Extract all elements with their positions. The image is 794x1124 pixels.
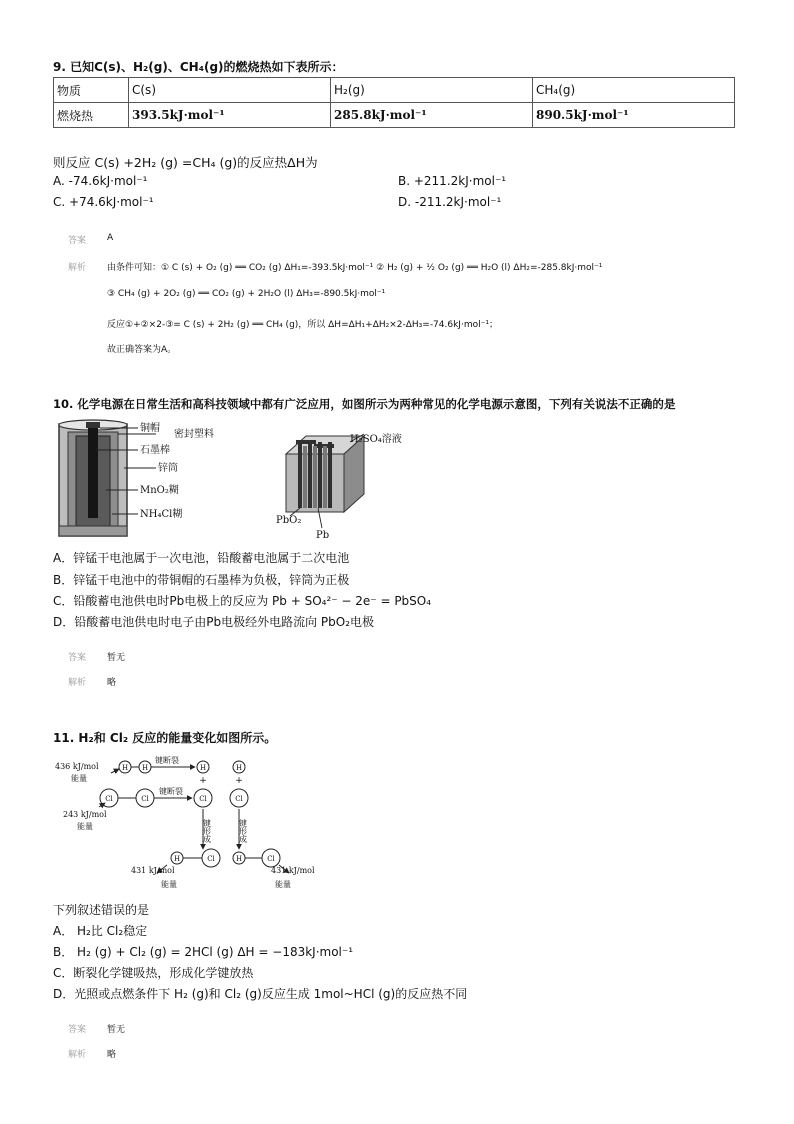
table-cell: 燃烧热: [54, 103, 129, 128]
label-pb: Pb: [316, 530, 330, 541]
energy-label: 能量: [275, 880, 291, 889]
label-sealing-plastic: 密封塑料: [174, 429, 214, 440]
q10-option-b[interactable]: B．锌锰干电池中的带铜帽的石墨棒为负极，锌筒为正极: [53, 573, 350, 587]
label-graphite-rod: 石墨棒: [140, 445, 170, 456]
plus-sign: +: [199, 776, 207, 786]
atom-cl: Cl: [235, 795, 243, 803]
table-cell: C(s): [129, 78, 331, 103]
q11-stem: 11. H₂和 Cl₂ 反应的能量变化如图所示。: [53, 731, 277, 745]
q9-question: 则反应 C(s) +2H₂ (g) =CH₄ (g)的反应热ΔH为: [53, 155, 318, 170]
q10-answer: 暂无: [107, 653, 126, 663]
table-cell: 393.5kJ·mol⁻¹: [129, 103, 331, 128]
q9-analysis-line-2: ③ CH₄ (g) + 2O₂ (g) ══ CO₂ (g) + 2H₂O (l) ΔH₃=-890.5kJ·mol⁻¹: [107, 289, 386, 299]
energy-label: 能量: [77, 822, 93, 831]
label-h2so4: H₂SO₄溶液: [350, 434, 402, 445]
q10-option-d[interactable]: D．铅酸蓄电池供电时电子由Pb电极经外电路流向 PbO₂电极: [53, 615, 375, 629]
bond-break-label: 键断裂: [155, 756, 179, 765]
q10-option-a[interactable]: A．锌锰干电池属于一次电池，铅酸蓄电池属于二次电池: [53, 551, 350, 565]
label-mno2-paste: MnO₂糊: [140, 485, 179, 496]
label-nh4cl-paste: NH₄Cl糊: [140, 509, 183, 520]
table-row: [54, 103, 735, 128]
q10-analysis: 略: [107, 678, 117, 688]
q10-stem: 10. 化学电源在日常生活和高科技领域中都有广泛应用，如图所示为两种常见的化学电源示意图，下列有关说法不正确的是: [53, 397, 676, 411]
q11-analysis-label: 解析: [68, 1050, 87, 1060]
q9-analysis-line-1: 由条件可知：① C (s) + O₂ (g) ══ CO₂ (g) ΔH₁=-393.5kJ·mol⁻¹ ② H₂ (g) + ½ O₂ (g) ══ H₂O (l) ΔH₂=-285.8kJ·mol⁻¹: [107, 263, 603, 273]
q9-analysis-label: 解析: [68, 263, 87, 273]
atom-h: H: [173, 855, 181, 863]
q10-option-c[interactable]: C．铅酸蓄电池供电时Pb电极上的反应为 Pb + SO₄²⁻ − 2e⁻ = PbSO₄: [53, 594, 432, 608]
q11-option-c[interactable]: C．断裂化学键吸热，形成化学键放热: [53, 966, 254, 980]
bond-form-label: 键形成: [202, 819, 212, 843]
h2-cl2-energy-diagram: [53, 755, 343, 895]
q11-answer-label: 答案: [68, 1025, 87, 1035]
q9-option-c[interactable]: C. +74.6kJ·mol⁻¹: [53, 195, 154, 209]
q9-option-d[interactable]: D. -211.2kJ·mol⁻¹: [398, 195, 502, 209]
q11-question: 下列叙述错误的是: [53, 903, 150, 917]
q11-option-d[interactable]: D．光照或点燃条件下 H₂ (g)和 Cl₂ (g)反应生成 1mol~HCl (g)的反应热不同: [53, 987, 468, 1001]
table-cell: 物质: [54, 78, 129, 103]
q11-option-b[interactable]: B． H₂ (g) + Cl₂ (g) = 2HCl (g) ΔH = −183kJ·mol⁻¹: [53, 945, 354, 959]
q11-answer: 暂无: [107, 1025, 126, 1035]
bond-form-label: 键形成: [238, 819, 248, 843]
atom-h: H: [235, 764, 243, 772]
label-zinc-can: 锌筒: [158, 463, 178, 474]
table-cell: 285.8kJ·mol⁻¹: [331, 103, 533, 128]
q10-analysis-label: 解析: [68, 678, 87, 688]
q9-analysis-line-4: 故正确答案为A。: [107, 345, 177, 355]
plus-sign: +: [235, 776, 243, 786]
atom-cl: Cl: [267, 855, 275, 863]
lead-acid-battery-figure: [272, 428, 422, 544]
atom-cl: Cl: [105, 795, 113, 803]
atom-cl: Cl: [207, 855, 215, 863]
q11-analysis: 略: [107, 1050, 117, 1060]
label-copper-cap: 铜帽: [140, 423, 160, 434]
q9-answer: A: [107, 233, 114, 243]
q11-option-a[interactable]: A． H₂比 Cl₂稳定: [53, 924, 148, 938]
atom-h: H: [141, 764, 149, 772]
energy-hcl-1: 431 kJ/mol: [131, 866, 175, 875]
atom-h: H: [235, 855, 243, 863]
dry-cell-figure: [56, 418, 246, 542]
heat-of-combustion-table: [53, 77, 735, 128]
q9-stem: 9. 已知C(s)、H₂(g)、CH₄(g)的燃烧热如下表所示：: [53, 60, 344, 74]
table-row: [54, 78, 735, 103]
table-cell: 890.5kJ·mol⁻¹: [533, 103, 735, 128]
atom-h: H: [199, 764, 207, 772]
energy-label: 能量: [161, 880, 177, 889]
atom-cl: Cl: [141, 795, 149, 803]
energy-hh: 436 kJ/mol: [55, 762, 99, 771]
q9-option-b[interactable]: B. +211.2kJ·mol⁻¹: [398, 174, 507, 188]
bond-break-label: 键断裂: [159, 787, 183, 796]
q9-answer-label: 答案: [68, 236, 87, 246]
energy-clcl: 243 kJ/mol: [63, 810, 107, 819]
atom-h: H: [121, 764, 129, 772]
table-cell: CH₄(g): [533, 78, 735, 103]
label-pbo2: PbO₂: [276, 515, 302, 526]
energy-hcl-2: 431 kJ/mol: [271, 866, 315, 875]
energy-label: 能量: [71, 774, 87, 783]
q9-analysis-line-3: 反应①+②×2-③= C (s) + 2H₂ (g) ══ CH₄ (g)，所以 ΔH=ΔH₁+ΔH₂×2-ΔH₃=-74.6kJ·mol⁻¹；: [107, 320, 498, 330]
table-cell: H₂(g): [331, 78, 533, 103]
q10-answer-label: 答案: [68, 653, 87, 663]
atom-cl: Cl: [199, 795, 207, 803]
q9-option-a[interactable]: A. -74.6kJ·mol⁻¹: [53, 174, 148, 188]
